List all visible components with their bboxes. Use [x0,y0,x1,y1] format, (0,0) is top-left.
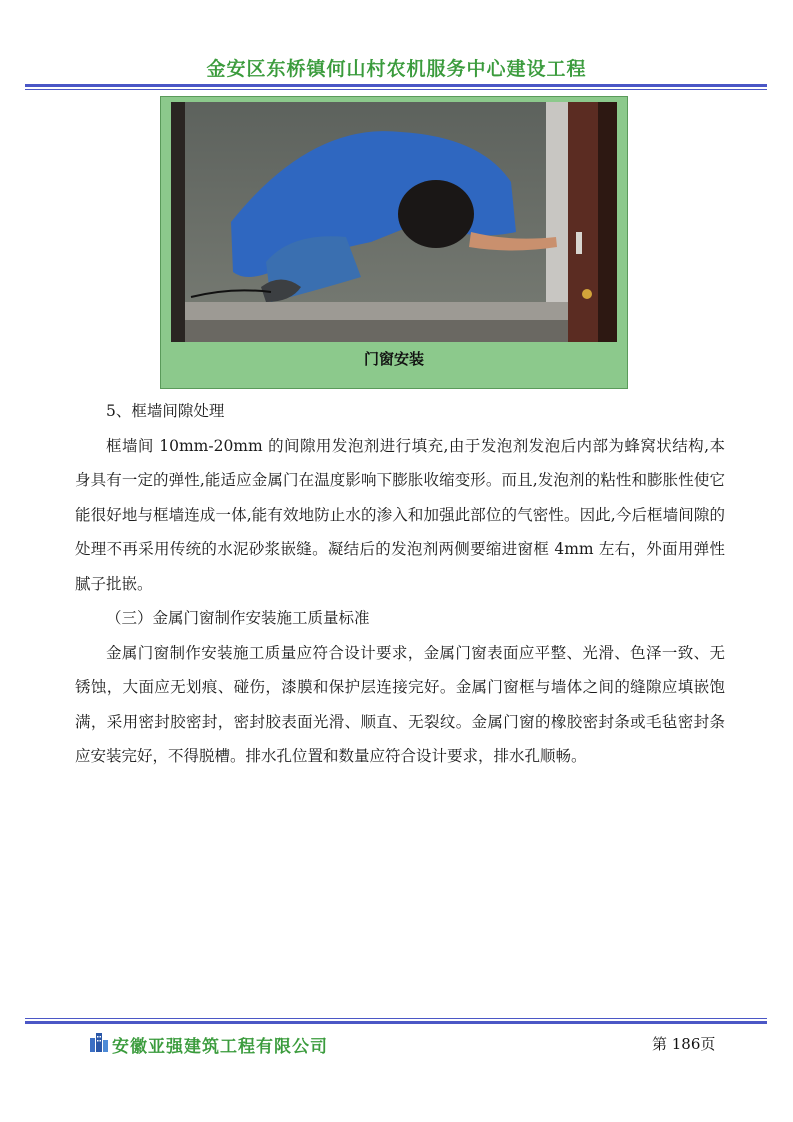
photo-figure [160,96,628,389]
figure-caption: 门窗安装 [363,350,424,368]
header-title: 金安区东桥镇何山村农机服务中心建设工程 [206,58,587,80]
section-heading: （三）金属门窗制作安装施工质量标准 [106,609,370,627]
paragraph: 框墙间 10mm-20mm 的间隙用发泡剂进行填充,由于发泡剂发泡后内部为蜂窝状结构,本身具有一定的弹性,能适应金属门在温度影响下膨胀收缩变形。而且,发泡剂的粘性和膨胀性使它能很好地与框墙连成一体,能有效地防止水的渗入和加强此部位的气密性。因此,今后框墙间隙的处理不再采用传统的水泥砂浆嵌缝。凝结后的发泡剂两侧要缩进窗框 4mm 左右，外面用弹性腻子批嵌。 [75,436,725,593]
footer-rule-top [25,1018,767,1019]
page-number: 第 186页 [652,1035,716,1053]
body-text [75,394,725,774]
building-icon [88,1030,110,1052]
footer-rule-bottom [25,1021,767,1024]
paragraph: 金属门窗制作安装施工质量应符合设计要求，金属门窗表面应平整、光滑、色泽一致、无锈蚀，大面应无划痕、碰伤，漆膜和保护层连接完好。金属门窗框与墙体之间的缝隙应填嵌饱满，采用密封胶密封，密封胶表面光滑、顺直、无裂纹。金属门窗的橡胶密封条或毛毡密封条应安装完好，不得脱槽。排水孔位置和数量应符合设计要求，排水孔顺畅。 [75,643,725,765]
footer-company: 安徽亚强建筑工程有限公司 [112,1037,328,1057]
section-heading: 5、框墙间隙处理 [106,402,225,420]
header-rule-bottom [25,89,767,90]
installation-photo [171,102,617,342]
header-rule-top [25,84,767,87]
